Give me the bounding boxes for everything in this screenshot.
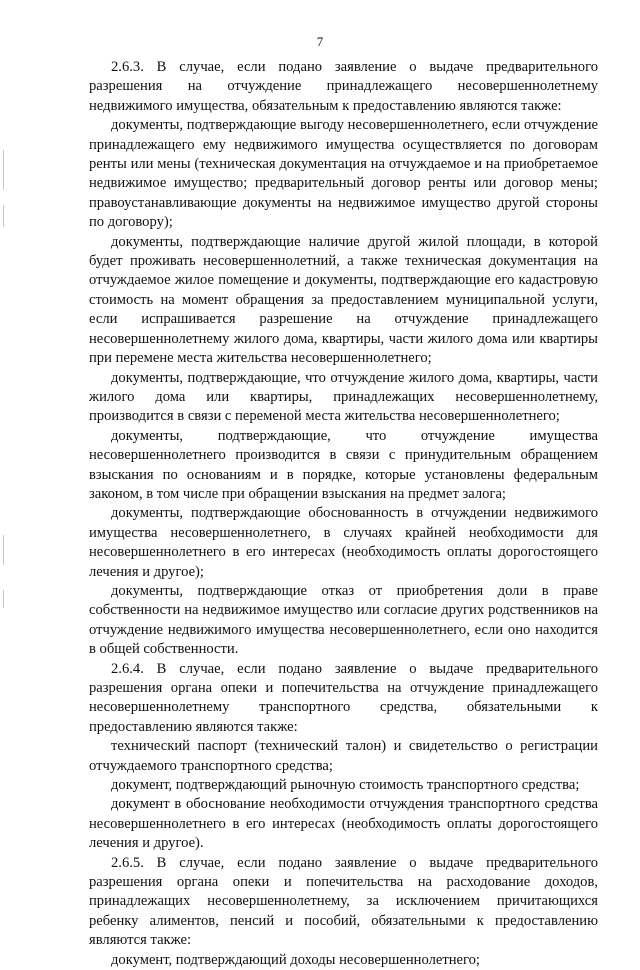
document-body xyxy=(89,58,598,970)
paragraph: документы, подтверждающие отказ от приобретения доли в праве собственности на недвижимое имущество или согласие других родственников на отчуждение недвижимого имущества несовершеннолетнего, если оно находится в общей собственности. xyxy=(89,582,598,658)
paragraph: документ, подтверждающий доходы несовершеннолетнего; xyxy=(111,951,480,968)
paragraph: 2.6.4. В случае, если подано заявление о выдаче предварительного разрешения органа опеки и попечительства на отчуждение принадлежащего несовершеннолетнему транспортного средства, обязательными к предоставлению являются также: xyxy=(89,660,598,735)
scan-edge-mark xyxy=(3,205,4,227)
paragraph: документы, подтверждающие обоснованность в отчуждении недвижимого имущества несовершеннолетнего, в случаях крайней необходимости для несовершеннолетнего в его интересах (необходимость оплаты дорогостоящего лечения и другое); xyxy=(89,505,598,580)
paragraph: 2.6.5. В случае, если подано заявление о выдаче предварительного разрешения органа опеки и попечительства на расходование доходов, принадлежащих несовершеннолетнему, за исключением причитающихся ребенку алиментов, пенсий и пособий, обязательными к предоставлению являются также: xyxy=(89,854,598,949)
paragraph: документы, подтверждающие, что отчуждение жилого дома, квартиры, части жилого дома или квартиры, принадлежащих несовершеннолетнему, производится в связи с переменой места жительства несовершеннолетнего; xyxy=(89,369,598,425)
scan-edge-mark xyxy=(3,535,4,565)
scan-edge-mark xyxy=(3,590,4,608)
paragraph: документы, подтверждающие выгоду несовершеннолетнего, если отчуждение принадлежащего ему недвижимого имущества осуществляется по договорам ренты или мены (техническая документация на отчуждаемое и на приобретаемое недвижимое имущество; предварительный договор ренты или договор мены; правоустанавливающие документы на недвижимое имущество другой стороны по договору); xyxy=(89,117,598,231)
paragraph: документы, подтверждающие, что отчуждение имущества несовершеннолетнего производится в связи с принудительным обращением взыскания по основаниям и в порядке, которые установлены федеральным законом, в том числе при обращении взыскания на предмет залога; xyxy=(89,427,598,502)
paragraph: документы, подтверждающие наличие другой жилой площади, в которой будет проживать несовершеннолетний, а также техническая документация на отчуждаемое жилое помещение и документы, подтверждающие его кадастровую стоимость на момент обращения за предоставлением муниципальной услуги, если испрашивается разрешение на отчуждение принадлежащего несовершеннолетнему жилого дома, квартиры, части жилого дома или квартиры при перемене места жительства несовершеннолетнего; xyxy=(89,233,598,367)
page-number: 7 xyxy=(316,34,324,49)
paragraph: документ в обоснование необходимости отчуждения транспортного средства несовершеннолетнего в его интересах (необходимость оплаты дорогостоящего лечения и другое). xyxy=(89,796,598,852)
scan-edge-mark xyxy=(3,150,4,190)
paragraph: 2.6.3. В случае, если подано заявление о выдаче предварительного разрешения на отчуждение принадлежащего несовершеннолетнему недвижимого имущества, обязательным к предоставлению являются также: xyxy=(89,59,598,114)
paragraph: документ, подтверждающий рыночную стоимость транспортного средства; xyxy=(111,777,580,794)
paragraph: технический паспорт (технический талон) и свидетельство о регистрации отчуждаемого транспортного средства; xyxy=(89,738,598,774)
